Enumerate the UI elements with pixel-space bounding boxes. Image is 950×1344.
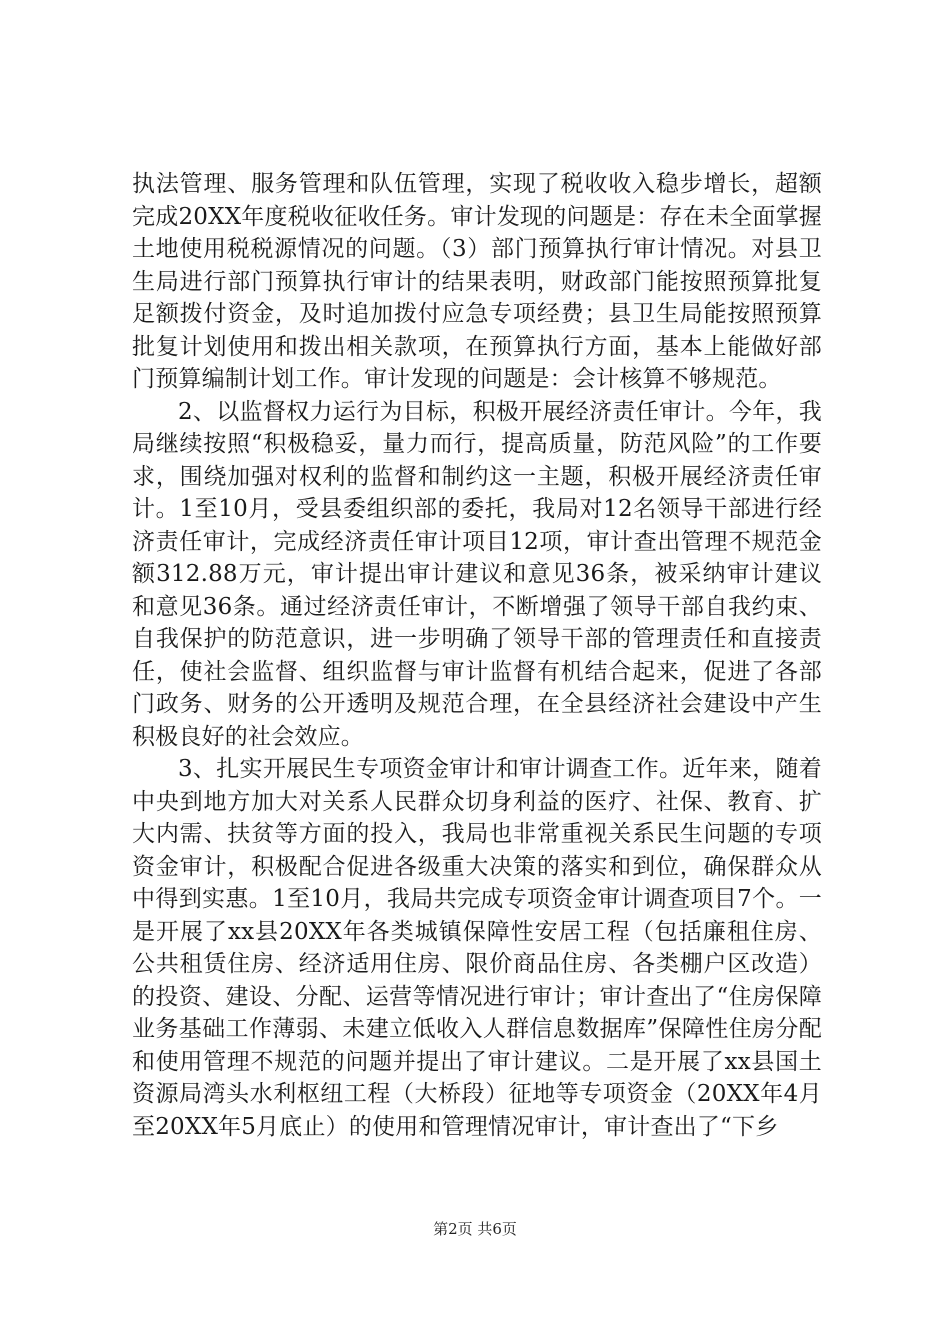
paragraph-3: 3、扎实开展民生专项资金审计和审计调查工作。近年来，随着中央到地方加大对关系人民群众切身利益的医疗、社保、教育、扩大内需、扶贫等方面的投入，我局也非常重视关系民生问题的专项资金审计，积极配合促进各级重大决策的落实和到位，确保群众从中得到实惠。1至10月，我局共完成专项资金审计调查项目7个。一是开展了xx县20XX年各类城镇保障性安居工程（包括廉租住房、公共租赁住房、经济适用住房、限价商品住房、各类棚户区改造）的投资、建设、分配、运营等情况进行审计；审计查出了“住房保障业务基础工作薄弱、未建立低收入人群信息数据库”保障性住房分配和使用管理不规范的问题并提出了审计建议。二是开展了xx县国土资源局湾头水利枢纽工程（大桥段）征地等专项资金（20XX年4月至20XX年5月底止）的使用和管理情况审计，审计查出了“下乡 — [132, 756, 822, 1140]
paragraph-2: 2、以监督权力运行为目标，积极开展经济责任审计。今年，我局继续按照“积极稳妥，量力而行，提高质量，防范风险”的工作要求，围绕加强对权利的监督和制约这一主题，积极开展经济责任审计。1至10月，受县委组织部的委托，我局对12名领导干部进行经济责任审计，完成经济责任审计项目12项，审计查出管理不规范金额312.88万元，审计提出审计建议和意见36条，被采纳审计建议和意见36条。通过经济责任审计，不断增强了领导干部自我约束、自我保护的防范意识，进一步明确了领导干部的管理责任和直接责任，使社会监督、组织监督与审计监督有机结合起来，促进了各部门政务、财务的公开透明及规范合理，在全县经济社会建设中产生积极良好的社会效应。 — [132, 398, 822, 750]
page-number-footer: 第2页 共6页 — [433, 1220, 517, 1238]
document-body — [132, 168, 822, 1143]
paragraph-1: 执法管理、服务管理和队伍管理，实现了税收收入稳步增长，超额完成20XX年度税收征收任务。审计发现的问题是：存在未全面掌握土地使用税税源情况的问题。（3）部门预算执行审计情况。对县卫生局进行部门预算执行审计的结果表明，财政部门能按照预算批复足额拨付资金，及时追加拨付应急专项经费；县卫生局能按照预算批复计划使用和拨出相关款项，在预算执行方面，基本上能做好部门预算编制计划工作。审计发现的问题是：会计核算不够规范。 — [132, 171, 822, 392]
